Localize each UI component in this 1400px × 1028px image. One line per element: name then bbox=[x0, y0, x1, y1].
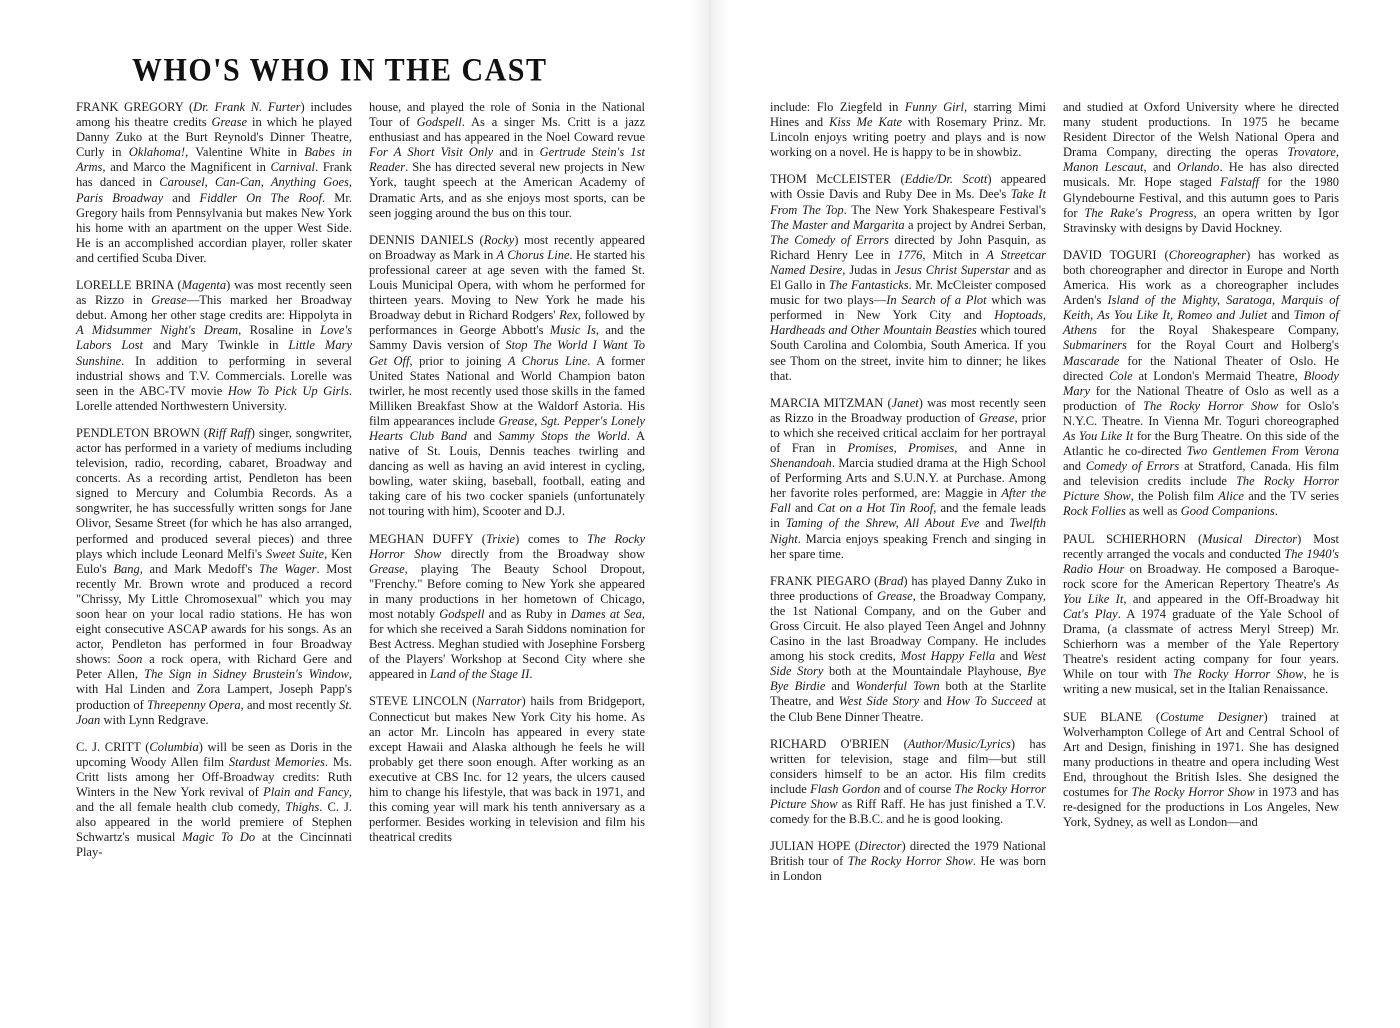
page-title: WHO'S WHO IN THE CAST bbox=[132, 52, 548, 89]
text-column-4 bbox=[1063, 100, 1339, 842]
page-gutter bbox=[690, 0, 730, 1028]
bio-paragraph: STEVE LINCOLN (Narrator) hails from Bridgeport, Connecticut but makes New York City his home. As an actor Mr. Lincoln has appeared in every state except Hawaii and Alaska although he feels he will probably get there soon enough. After working as an executive at CBS Inc. for 12 years, the ulcers caused him to change his lifestyle, that was back in 1971, and this coming year will mark his tenth anniversary as a performer. Besides working in television and film his theatrical credits bbox=[369, 694, 645, 845]
bio-paragraph: LORELLE BRINA (Magenta) was most recently seen as Rizzo in Grease—This marked her Broadway debut. Among her other stage credits are: Hippolyta in A Midsummer Night's Dream, Rosaline in Love's Labors Lost and Mary Twinkle in Little Mary Sunshine. In addition to performing in several industrial shows and T.V. Commercials. Lorelle was seen in the ABC-TV movie How To Pick Up Girls. Lorelle attended Northwestern University. bbox=[76, 278, 353, 413]
bio-paragraph: C. J. CRITT (Columbia) will be seen as Doris in the upcoming Woody Allen film Stardust Memories. Ms. Critt lists among her Off-Broadway credits: Ruth Winters in the New York revival of Plain and Fancy, and the all female health club comedy, Thighs. C. J. also appeared in the world premiere of Stephen Schwartz's musical Magic To Do at the Cincinnati Play- bbox=[76, 739, 353, 860]
bio-paragraph: MEGHAN DUFFY (Trixie) comes to The Rocky Horror Show directly from the Broadway show Grease, playing The Beauty School Dropout, "Frenchy." Before coming to New York she appeared in many productions in her hometown of Chicago, most notably Godspell and as Ruby in Dames at Sea, for which she received a Sarah Siddons nomination for Best Actress. Meghan studied with Josephine Forsberg of the Players' Workshop at Second City where she appeared in Land of the Stage II. bbox=[369, 531, 645, 682]
bio-paragraph: SUE BLANE (Costume Designer) trained at Wolverhampton College of Art and Central School of Art and Design, finishing in 1971. She has designed many productions in theatre and opera including West End, throughout the British Isles. She designed the costumes for The Rocky Horror Show in 1973 and has re-designed for the productions in Los Angeles, New York, Sydney, as well as London—and bbox=[1063, 709, 1340, 830]
bio-paragraph: JULIAN HOPE (Director) directed the 1979 National British tour of The Rocky Horror Show. He was born in London bbox=[770, 839, 1046, 884]
bio-paragraph: DENNIS DANIELS (Rocky) most recently appeared on Broadway as Mark in A Chorus Line. He started his professional career at age seven with the famed St. Louis Municipal Opera, with whom he performed for thirteen years. Moving to New York he made his Broadway debut in Richard Rodgers' Rex, followed by performances in George Abbott's Music Is, and the Sammy Davis version of Stop The World I Want To Get Off, prior to joining A Chorus Line. A former United States National and World Champion baton twirler, he most recently used those skills in the famed Milliken Breakfast Show at the Waldorf Astoria. His film appearances include Grease, Sgt. Pepper's Lonely Hearts Club Band and Sammy Stops the World. A native of St. Louis, Dennis teaches twirling and dancing as well as having an avid interest in cycling, bowling, water skiing, baseball, football, eating and taking care of his two cocker spaniels (unfortunately not touring with him), Scooter and D.J. bbox=[369, 232, 646, 519]
bio-paragraph: PENDLETON BROWN (Riff Raff) singer, songwriter, actor has performed in a variety of mediums including television, radio, recording, cabaret, Broadway and concerts. As a recording artist, Pendleton has been signed to Mercury and Columbia Records. As a songwriter, he has successfully written songs for Jane Olivor, Sesame Street (for which he has also arranged, performed and produced several pieces) and three plays which include Leonard Melfi's Sweet Suite, Ken Eulo's Bang, and Mark Medoff's The Wager. Most recently Mr. Brown wrote and produced a record "Chrissy, My Little Chromosexual" which you may soon hear on your local radio stations. He has won eight consecutive ASCAP awards for his songs. As an actor, Pendleton has performed in four Broadway shows: Soon a rock opera, with Richard Gere and Peter Allen, The Sign in Sidney Brustein's Window, with Hal Linden and Zora Lampert, Joseph Papp's production of Threepenny Opera, and most recently St. Joan with Lynn Redgrave. bbox=[76, 425, 353, 727]
text-column-1 bbox=[76, 100, 352, 873]
bio-paragraph: THOM McCLEISTER (Eddie/Dr. Scott) appeared with Ossie Davis and Ruby Dee in Ms. Dee's Take It From The Top. The New York Shakespeare Festival's The Master and Margarita a project by Andrei Serban, The Comedy of Errors directed by John Pasquin, as Richard Henry Lee in 1776, Mitch in A Streetcar Named Desire, Judas in Jesus Christ Superstar and as El Gallo in The Fantasticks. Mr. McCleister composed music for two plays—In Search of a Plot which was performed in New York City and Hoptoads, Hardheads and Other Mountain Beasties which toured South Carolina and Colombia, South America. If you see Thom on the street, invite him to dinner; he likes that. bbox=[770, 172, 1047, 383]
text-column-2 bbox=[369, 100, 645, 857]
text-column-3 bbox=[770, 100, 1046, 897]
bio-paragraph: FRANK GREGORY (Dr. Frank N. Furter) includes among his theatre credits Grease in which he played Danny Zuko at the Burt Reynold's Dinner Theatre, Curly in Oklahoma!, Valentine White in Babes in Arms, and Marco the Magnificent in Carnival. Frank has danced in Carousel, Can-Can, Anything Goes, Paris Broadway and Fiddler On The Roof. Mr. Gregory hails from Pennsylvania but makes New York his home with an apartment on the upper West Side. He is an accomplished accordian player, roller skater and certified Scuba Diver. bbox=[76, 100, 352, 265]
bio-paragraph: MARCIA MITZMAN (Janet) was most recently seen as Rizzo in the Broadway production of Grease, prior to which she received critical acclaim for her portrayal of Fran in Promises, Promises, and Anne in Shenandoah. Marcia studied drama at the High School of Performing Arts and S.U.N.Y. at Purchase. Among her favorite roles performed, are: Maggie in After the Fall and Cat on a Hot Tin Roof, and the female leads in Taming of the Shrew, All About Eve and Twelfth Night. Marcia enjoys speaking French and singing in her spare time. bbox=[770, 395, 1047, 561]
bio-paragraph: FRANK PIEGARO (Brad) has played Danny Zuko in three productions of Grease, the Broadway Company, the 1st National Company, and on the Guber and Gross Circuit. He also played Teen Angel and Johnny Casino in the last Broadway Company. He includes among his stock credits, Most Happy Fella and West Side Story both at the Mountaindale Playhouse, Bye Bye Birdie and Wonderful Town both at the Starlite Theatre, and West Side Story and How To Succeed at the Club Bene Dinner Theatre. bbox=[770, 573, 1047, 724]
bio-paragraph: house, and played the role of Sonia in the National Tour of Godspell. As a singer Ms. Critt is a jazz enthusiast and has appeared in the Noel Coward revue For A Short Visit Only and in Gertrude Stein's 1st Reader. She has directed several new projects in New York, taught speech at the American Academy of Dramatic Arts, and as she enjoys most sports, can be seen jogging around the bus on this tour. bbox=[369, 100, 646, 220]
bio-paragraph: PAUL SCHIERHORN (Musical Director) Most recently arranged the vocals and conducted The 1940's Radio Hour on Broadway. He composed a Baroque-rock score for the American Repertory Theatre's As You Like It, and appeared in the Off-Broadway hit Cat's Play. A 1974 graduate of the Yale School of Drama, (a classmate of actress Meryl Streep) Mr. Schierhorn was a member of the Yale Repertory Theatre's resident acting company for four years. While on tour with The Rocky Horror Show, he is writing a new musical, set in the Italian Renaissance. bbox=[1063, 531, 1340, 697]
bio-paragraph: include: Flo Ziegfeld in Funny Girl, starring Mimi Hines and Kiss Me Kate with Rosemary Prinz. Mr. Lincoln enjoys writing poetry and plays and is now working on a novel. He is happy to be in showbiz. bbox=[770, 100, 1046, 160]
bio-paragraph: DAVID TOGURI (Choreographer) has worked as both choreographer and director in Europe and North America. His work as a choreographer includes Arden's Island of the Mighty, Saratoga, Marquis of Keith, As You Like It, Romeo and Juliet and Timon of Athens for the Royal Shakespeare Company, Submariners for the Royal Court and Holberg's Mascarade for the National Theater of Oslo. He directed Cole at London's Mermaid Theatre, Bloody Mary for the National Theatre of Oslo as well as a production of The Rocky Horror Show for Oslo's N.Y.C. Theatre. In Vienna Mr. Toguri choreographed As You Like It for the Burg Theatre. On this side of the Atlantic he co-directed Two Gentlemen From Verona and Comedy of Errors at Stratford, Canada. His film and television credits include The Rocky Horror Picture Show, the Polish film Alice and the TV series Rock Follies as well as Good Companions. bbox=[1063, 247, 1340, 519]
bio-paragraph: and studied at Oxford University where he directed many student productions. In 1975 he became Resident Director of the Welsh National Opera and Drama Company, directing the operas Trovatore, Manon Lescaut, and Orlando. He has also directed musicals. Mr. Hope staged Falstaff for the 1980 Glyndebourne Festival, and this autumn goes to Paris for The Rake's Progress, an opera written by Igor Stravinsky with designs by David Hockney. bbox=[1063, 100, 1340, 235]
bio-paragraph: RICHARD O'BRIEN (Author/Music/Lyrics) has written for television, stage and film—but still considers himself to be an actor. His film credits include Flash Gordon and of course The Rocky Horror Picture Show as Riff Raff. He has just finished a T.V. comedy for the B.B.C. and he is good looking. bbox=[770, 736, 1047, 827]
